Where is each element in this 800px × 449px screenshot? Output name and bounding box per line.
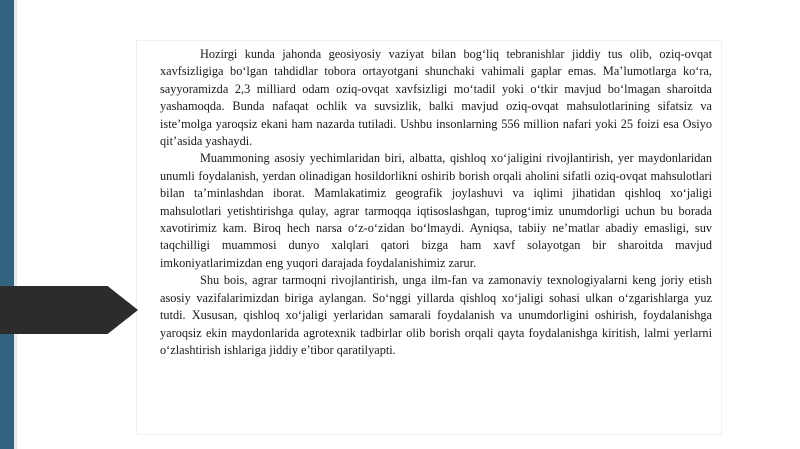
- left-accent-bar: [0, 0, 14, 449]
- document-body: [160, 46, 712, 359]
- paragraph-3: Shu bois, agrar tarmoqni rivojlantirish, unga ilm-fan va zamonaviy texnologiyalarni keng joriy etish asosiy vazifalarimizdan biriga aylangan. So‘nggi yillarda qishloq xo‘jaligi sohasi ulkan o‘zgarishlarga yuz tutdi. Xususan, qishloq xo‘jaligi yerlaridan samarali foydalanish va unumdorligini oshirish, foydalanishga yaroqsiz ekin maydonlarida agrotexnik tadbirlar olib borish orqali qayta foydalanishga kiritish, lalmi yerlarni o‘zlashtirish ishlariga jiddiy e’tibor qaratilyapti.: [160, 273, 712, 357]
- paragraph-1: Hozirgi kunda jahonda geosiyosiy vaziyat bilan bog‘liq tebranishlar jiddiy tus olib, oziq-ovqat xavfsizligiga bo‘lgan tahdidlar tobora ortayotgani shunchaki vahimali gaplar emas. Ma’lumotlarga ko‘ra, sayyoramizda 2,3 milliard odam oziq-ovqat xavfsizligi mo‘tadil yoki o‘tkir mavjud bo‘lmagan sharoitda yashamoqda. Bunda nafaqat ochlik va suvsizlik, balki mavjud oziq-ovqat mahsulotlarining sifatsiz va iste’molga yaroqsiz ekani ham nazarda tutiladi. Ushbu insonlarning 556 million nafari yoki 25 foizi esa Osiyo qit’asida yashaydi.: [160, 47, 712, 149]
- left-accent-stripe: [14, 0, 17, 449]
- paragraph-2: Muammoning asosiy yechimlaridan biri, albatta, qishloq xo‘jaligini rivojlantirish, yer maydonlaridan unumli foydalanish, yerdan olinadigan hosildorlikni oshirib borish orqali aholini sifatli oziq-ovqat mahsulotlari bilan ta’minlashdan iborat. Mamlakatimiz geografik joylashuvi va iqlimi jihatidan qishloq xo‘jaligi mahsulotlari yetishtirishga qulay, agrar tarmoqqa iqtisoslashgan, tuprog‘imiz unumdorligi uchun bu borada xavotirimiz kam. Biroq hech narsa o‘z-o‘zidan bo‘lmaydi. Ayniqsa, tabiiy ne’matlar abadiy emasligi, suv taqchilligi muammosi dunyo xalqlari qatori bizga ham xavf solayotgan bir sharoitda mavjud imkoniyatlarimizdan eng yuqori darajada foydalanishimiz zarur.: [160, 151, 712, 270]
- arrow-tab-decoration: [0, 286, 138, 334]
